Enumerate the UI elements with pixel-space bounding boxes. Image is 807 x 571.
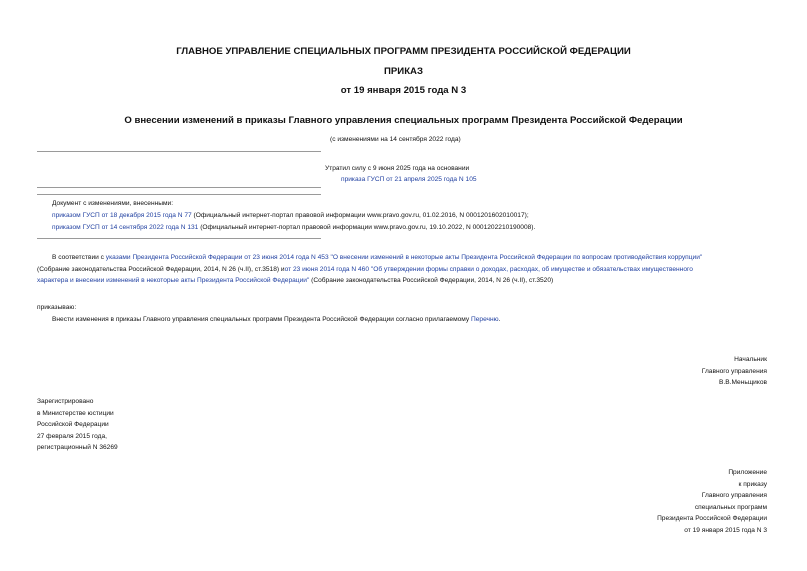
change-item-source: (Официальный интернет-портал правовой информации www.pravo.gov.ru, 19.10.2022, N 0001202210190008). (198, 224, 536, 231)
preamble-text: (Собрание законодательства Российской Федерации, 2014, N 26 (ч.II), ст.3520) (309, 277, 554, 284)
registration-line: Зарегистрировано (37, 398, 94, 405)
signature-name: В.В.Меньщиков (718, 379, 767, 386)
decree-460-link[interactable]: от 23 июня 2014 года N 460 "Об утверждении формы справки о доходах, расходах, об имуществе и обязательствах имущественного (284, 266, 693, 273)
document-title: О внесении изменений в приказы Главного управления специальных программ Президента Российской Федерации (124, 115, 683, 126)
edition-note: (с изменениями на 14 сентября 2022 года) (330, 136, 461, 143)
repeal-order-link[interactable]: приказа ГУСП от 21 апреля 2025 года N 105 (341, 176, 477, 183)
decree-460-link-cont[interactable]: характера и внесении изменений в некоторые акты Президента Российской Федерации" (37, 277, 310, 284)
change-item-link[interactable]: приказом ГУСП от 18 декабря 2015 года N 77 (52, 212, 192, 219)
decree-453-link[interactable]: указами Президента Российской Федерации от 23 июня 2014 года N 453 "О внесении изменений в некоторые акты Президента Российской Федерации по вопросам противодействия коррупции" (105, 254, 703, 261)
separator-line (37, 187, 321, 188)
order-body (52, 316, 500, 323)
changes-heading: Документ с изменениями, внесенными: (52, 200, 174, 207)
document-type: ПРИКАЗ (384, 66, 423, 77)
registration-block (37, 396, 118, 454)
appendix-block (657, 467, 767, 536)
separator-line (37, 194, 321, 195)
change-item (52, 224, 535, 231)
change-item-link[interactable]: приказом ГУСП от 14 сентября 2022 года N 131 (52, 224, 199, 231)
change-item (52, 212, 529, 219)
repeal-note: Утратил силу с 9 июня 2025 года на основании (325, 165, 470, 172)
signature-title: Начальник (734, 356, 767, 363)
appendix-date: от 19 января 2015 года N 3 (684, 526, 767, 534)
preamble-line (37, 266, 693, 273)
preamble-text: В соответствии с (52, 254, 106, 261)
registration-line: Российской Федерации (37, 421, 109, 428)
order-prikazyvayu: приказываю: (37, 304, 77, 311)
change-item-source: (Официальный интернет-портал правовой информации www.pravo.gov.ru, 01.02.2016, N 0001201602010017); (191, 212, 529, 219)
registration-line: в Министерстве юстиции (37, 409, 114, 417)
separator-line (37, 238, 321, 239)
appendix-line: к приказу (738, 480, 767, 488)
preamble-line (52, 254, 702, 261)
order-body-end: . (498, 316, 501, 323)
appendix-line: Главного управления (701, 492, 767, 499)
order-body-text: Внести изменения в приказы Главного управления специальных программ Президента Российской Федерации согласно прилагаемому (52, 316, 472, 323)
organization-name: ГЛАВНОЕ УПРАВЛЕНИЕ СПЕЦИАЛЬНЫХ ПРОГРАММ ПРЕЗИДЕНТА РОССИЙСКОЙ ФЕДЕРАЦИИ (176, 46, 631, 57)
registration-date: 27 февраля 2015 года, (37, 432, 107, 440)
separator-line (37, 151, 321, 152)
signature-block (702, 354, 767, 389)
registration-number: регистрационный N 36269 (37, 444, 118, 451)
appendix-line: специальных программ (694, 503, 767, 511)
preamble-text: (Собрание законодательства Российской Федерации, 2014, N 26 (ч.II), ст.3518) и (37, 266, 285, 273)
document-date: от 19 января 2015 года N 3 (340, 85, 467, 96)
preamble-line (37, 277, 553, 284)
appendix-line: Президента Российской Федерации (657, 515, 767, 522)
signature-department: Главного управления (701, 367, 767, 375)
appendix-line: Приложение (728, 469, 767, 476)
perechen-link[interactable]: Перечню (471, 316, 499, 323)
